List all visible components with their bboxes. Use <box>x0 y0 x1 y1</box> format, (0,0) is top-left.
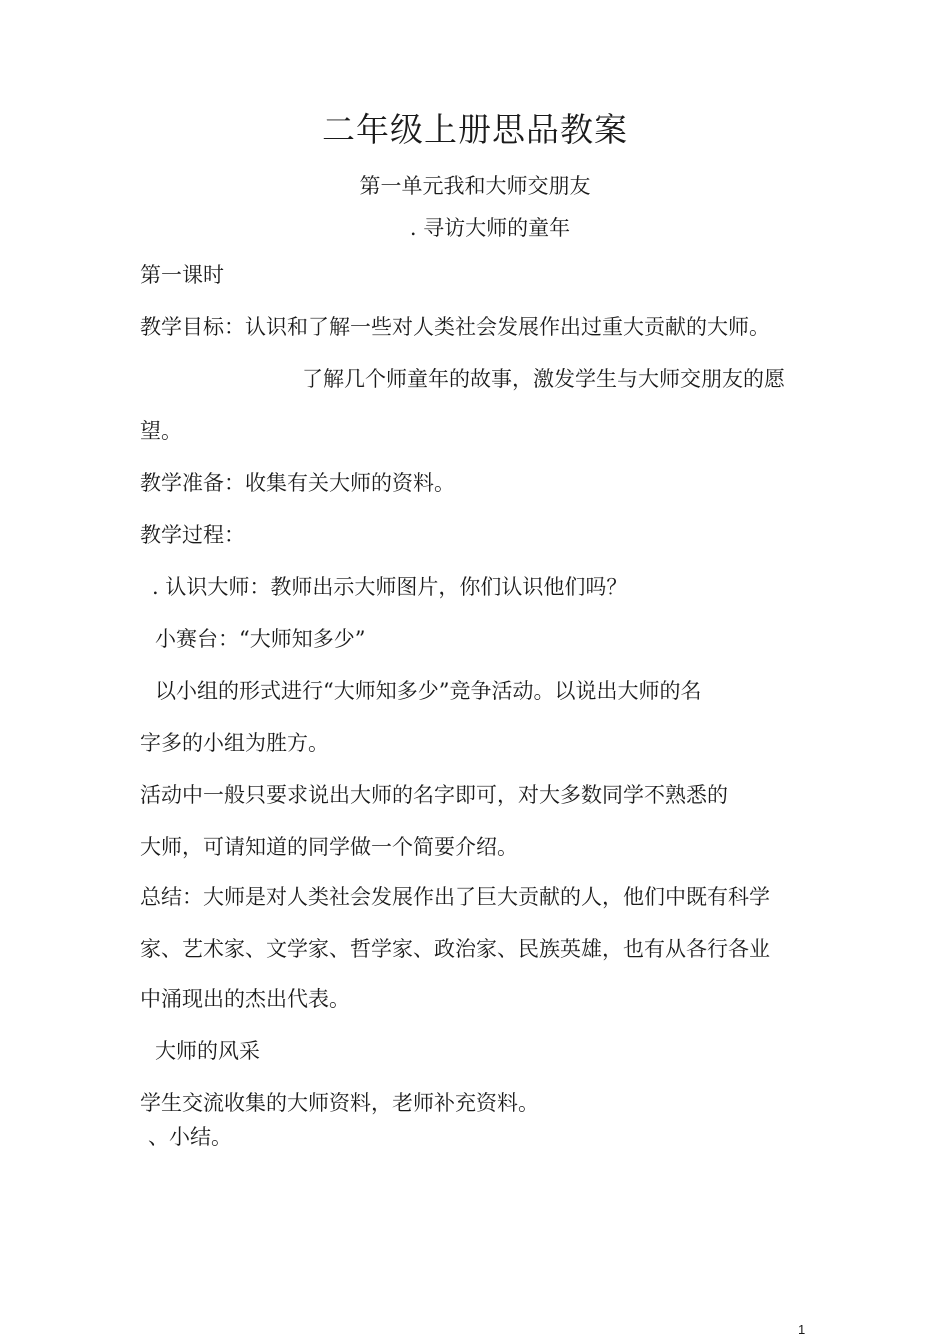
exchange-materials: 学生交流收集的大师资料，老师补充资料。 <box>140 1091 539 1115</box>
activity-line-1: 活动中一般只要求说出大师的名字即可，对大多数同学不熟悉的 <box>140 783 728 807</box>
teaching-goal-line-2: 了解几个师童年的故事，激发学生与大师交朋友的愿 <box>302 367 785 391</box>
contest-line-1: 以小组的形式进行“大师知多少”竞争活动。以说出大师的名 <box>155 679 702 703</box>
step-meet-masters: . 认识大师：教师出示大师图片，你们认识他们吗？ <box>152 575 628 599</box>
period-label: 第一课时 <box>140 263 224 287</box>
teaching-goal-line-3: 望。 <box>140 419 182 443</box>
summary-line-1: 总结：大师是对人类社会发展作出了巨大贡献的人，他们中既有科学 <box>140 885 770 909</box>
summary-line-2: 家、艺术家、文学家、哲学家、政治家、民族英雄，也有从各行各业 <box>140 937 770 961</box>
page-number: 1 <box>798 1322 806 1337</box>
contest-line-2: 字多的小组为胜方。 <box>140 731 329 755</box>
teaching-goal-line-1: 教学目标：认识和了解一些对人类社会发展作出过重大贡献的大师。 <box>140 315 770 339</box>
summary-line-3: 中涌现出的杰出代表。 <box>140 987 350 1011</box>
lesson-heading: . 寻访大师的童年 <box>409 216 571 240</box>
contest-title: 小赛台：“大师知多少” <box>155 627 366 651</box>
activity-line-2: 大师，可请知道的同学做一个简要介绍。 <box>140 835 518 859</box>
brief-summary: 、小结。 <box>148 1125 232 1149</box>
teaching-preparation: 教学准备：收集有关大师的资料。 <box>140 471 455 495</box>
document-title: 二年级上册思品教案 <box>322 110 628 149</box>
unit-heading: 第一单元我和大师交朋友 <box>359 174 591 198</box>
master-style-heading: 大师的风采 <box>155 1039 260 1063</box>
teaching-process-heading: 教学过程： <box>140 523 245 547</box>
